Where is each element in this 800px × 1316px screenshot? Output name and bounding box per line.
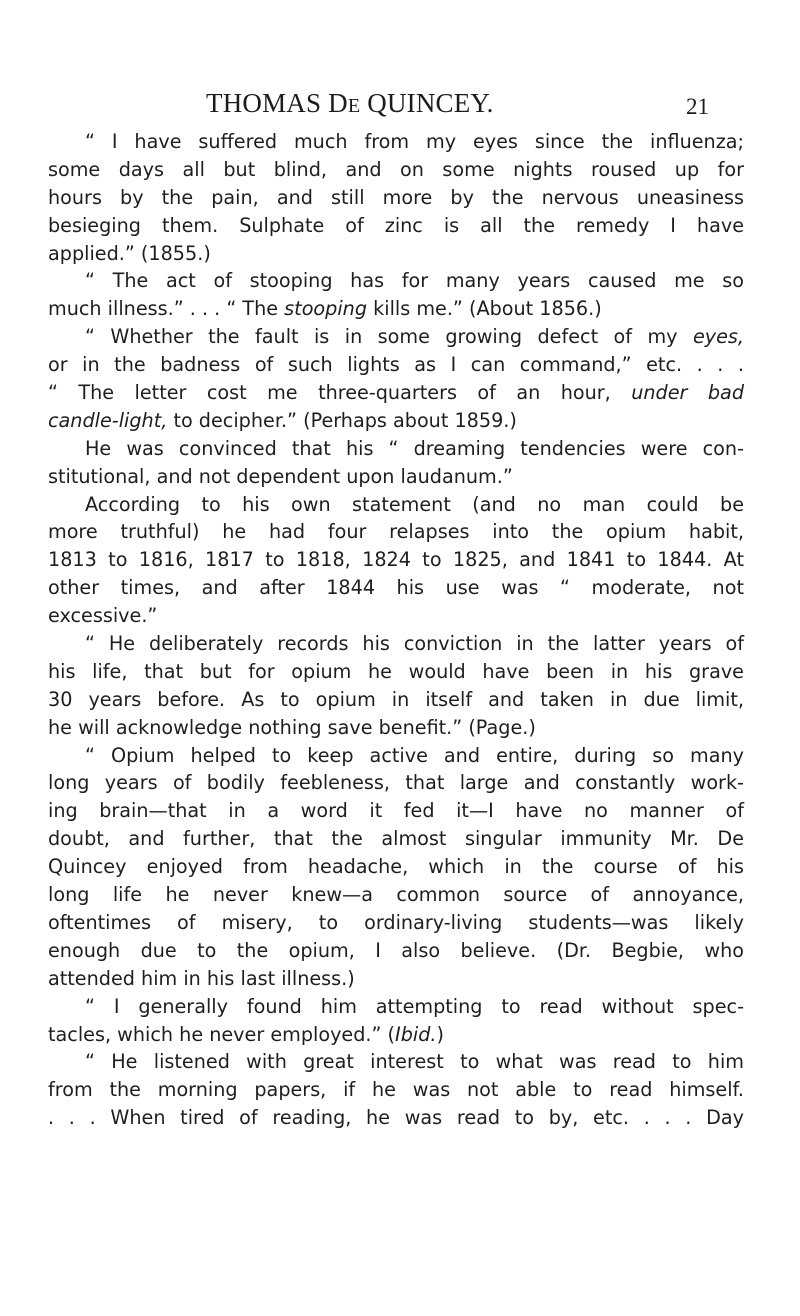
- page-number: 21: [686, 94, 709, 119]
- text-line: [48, 267, 744, 295]
- text-line: [48, 379, 744, 407]
- running-head-title-part2: QUINCEY.: [360, 88, 494, 118]
- text-line: [48, 797, 744, 825]
- text-segment: oftentimes of misery, to ordinary-living students—was likely: [48, 910, 744, 934]
- text-segment: stitutional, and not dependent upon laudanum.”: [48, 464, 513, 488]
- text-line: [48, 240, 744, 268]
- running-head-title-small-caps: E: [347, 95, 361, 117]
- running-head-title: [206, 88, 494, 119]
- text-line: [48, 1076, 744, 1104]
- text-segment: 30 years before. As to opium in itself and taken in due limit,: [48, 687, 744, 711]
- text-segment: . . . When tired of reading, he was read to by, etc. . . . Day: [48, 1106, 744, 1130]
- text-segment: much illness.” . . . “ The: [48, 297, 285, 321]
- text-line: [48, 714, 744, 742]
- text-segment: long years of bodily feebleness, that large and constantly work-: [48, 771, 744, 795]
- text-segment: besieging them. Sulphate of zinc is all the remedy I have: [48, 213, 744, 237]
- text-segment: attended him in his last illness.): [48, 966, 355, 990]
- text-segment: “ Opium helped to keep active and entire, during so many: [85, 743, 744, 767]
- text-segment: According to his own statement (and no man could be: [85, 492, 744, 516]
- text-line: [48, 658, 744, 686]
- text-segment: enough due to the opium, I also believe. (Dr. Begbie, who: [48, 938, 744, 962]
- text-line: [48, 965, 744, 993]
- text-segment: Quincey enjoyed from headache, which in the course of his: [48, 855, 744, 879]
- text-segment: “ He deliberately records his conviction in the latter years of: [85, 632, 744, 656]
- text-line: [48, 1021, 744, 1049]
- text-segment: “ He listened with great interest to what was read to him: [85, 1050, 744, 1074]
- text-line: [48, 1048, 744, 1076]
- text-line: [48, 825, 744, 853]
- text-segment: excessive.”: [48, 604, 158, 628]
- text-segment: to decipher.” (Perhaps about 1859.): [167, 408, 517, 432]
- text-line: [48, 184, 744, 212]
- text-line: [48, 407, 744, 435]
- italic-text-segment: Ibid.: [395, 1022, 437, 1046]
- text-segment: applied.” (1855.): [48, 241, 211, 265]
- text-segment: from the morning papers, if he was not able to read himself.: [48, 1078, 744, 1102]
- text-line: [48, 463, 744, 491]
- text-line: [48, 769, 744, 797]
- text-segment: “ The letter cost me three-quarters of an hour,: [48, 381, 632, 405]
- text-segment: hours by the pain, and still more by the nervous uneasiness: [48, 185, 744, 209]
- text-line: [48, 602, 744, 630]
- text-line: [48, 993, 744, 1021]
- text-line: [48, 853, 744, 881]
- running-head-title-part1: THOMAS D: [206, 88, 348, 118]
- italic-text-segment: under bad: [631, 381, 744, 405]
- text-line: [48, 518, 744, 546]
- text-segment: “ Whether the fault is in some growing defect of my: [85, 325, 693, 349]
- text-line: [48, 881, 744, 909]
- text-segment: tacles, which he never employed.” (: [48, 1022, 396, 1046]
- text-line: [48, 323, 744, 351]
- text-segment: other times, and after 1844 his use was “ moderate, not: [48, 576, 744, 600]
- text-line: [48, 742, 744, 770]
- text-line: [48, 1104, 744, 1132]
- text-segment: He was convinced that his “ dreaming tendencies were con-: [85, 436, 744, 460]
- text-segment: long life he never knew—a common source of annoyance,: [48, 883, 744, 907]
- text-segment: “ The act of stooping has for many years caused me so: [85, 269, 744, 293]
- text-line: [48, 351, 744, 379]
- text-segment: he will acknowledge nothing save benefit.” (Page.): [48, 715, 536, 739]
- italic-text-segment: stooping: [284, 297, 368, 321]
- italic-text-segment: candle-light,: [48, 408, 168, 432]
- text-segment: more truthful) he had four relapses into the opium habit,: [48, 520, 744, 544]
- text-segment: doubt, and further, that the almost singular immunity Mr. De: [48, 827, 744, 851]
- text-line: [48, 574, 744, 602]
- text-segment: some days all but blind, and on some nights roused up for: [48, 157, 744, 181]
- text-line: [48, 491, 744, 519]
- text-line: [48, 546, 744, 574]
- body-text: [48, 128, 744, 1132]
- text-line: [48, 128, 744, 156]
- text-segment: ing brain—that in a word it fed it—I have no manner of: [48, 799, 744, 823]
- running-head: [0, 88, 800, 124]
- text-segment: his life, that but for opium he would have been in his grave: [48, 659, 744, 683]
- text-segment: 1813 to 1816, 1817 to 1818, 1824 to 1825, and 1841 to 1844. At: [48, 548, 744, 572]
- text-line: [48, 937, 744, 965]
- text-line: [48, 435, 744, 463]
- text-line: [48, 156, 744, 184]
- text-line: [48, 212, 744, 240]
- text-line: [48, 630, 744, 658]
- italic-text-segment: eyes,: [692, 325, 744, 349]
- text-line: [48, 295, 744, 323]
- text-segment: kills me.” (About 1856.): [367, 297, 602, 321]
- text-segment: ): [436, 1022, 444, 1046]
- text-segment: “ I have suffered much from my eyes since the influenza;: [85, 130, 744, 153]
- text-line: [48, 686, 744, 714]
- text-segment: “ I generally found him attempting to read without spec-: [85, 994, 744, 1018]
- text-line: [48, 909, 744, 937]
- text-segment: or in the badness of such lights as I can command,” etc. . . .: [48, 353, 744, 377]
